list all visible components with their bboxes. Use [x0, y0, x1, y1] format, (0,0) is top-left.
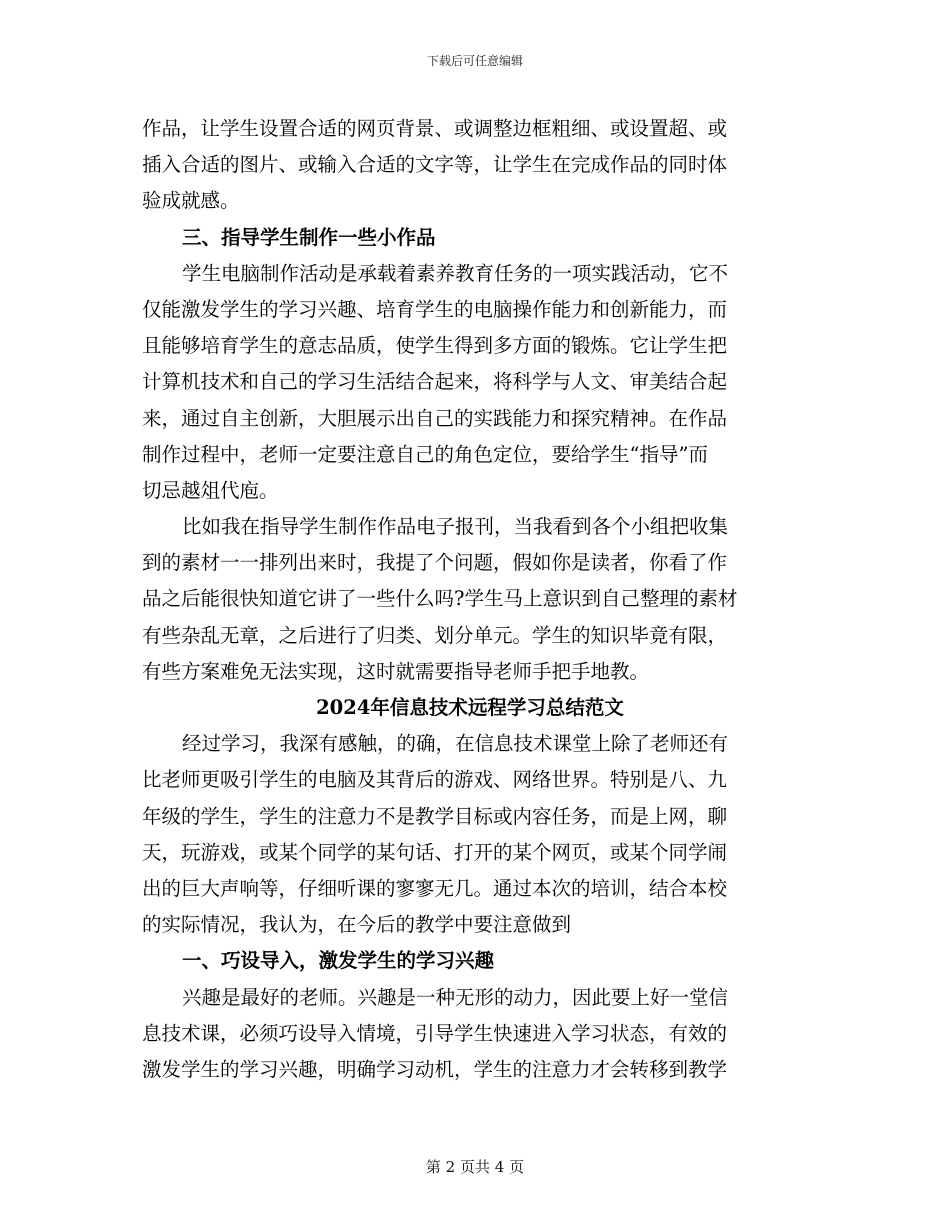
body-line: 息技术课，必须巧设导入情境，引导学生快速进入学习状态，有效的 — [142, 1021, 728, 1045]
body-line: 到的素材一一排列出来时，我提了个问题，假如你是读者，你看了作 — [142, 551, 728, 575]
document-title: 2024年信息技术远程学习总结范文 — [316, 696, 624, 719]
document-body — [142, 111, 798, 1088]
body-line: 切忌越俎代庖。 — [142, 478, 279, 502]
body-line: 出的巨大声响等，仔细听课的寥寥无几。通过本次的培训，结合本校 — [142, 876, 728, 900]
body-line: 插入合适的图片、或输入合适的文字等，让学生在完成作品的同时体 — [142, 153, 728, 177]
body-line: 作品，让学生设置合适的网页背景、或调整边框粗细、或设置超、或 — [142, 117, 728, 140]
body-line: 天，玩游戏，或某个同学的某句话、打开的某个网页，或某个同学闹 — [142, 840, 728, 864]
body-line: 比老师更吸引学生的电脑及其背后的游戏、网络世界。特别是八、九 — [142, 768, 728, 792]
body-line: 仅能激发学生的学习兴趣、培育学生的电脑操作能力和创新能力，而 — [142, 297, 728, 321]
paragraph-first-line: 兴趣是最好的老师。兴趣是一种无形的动力，因此要上好一堂信 — [182, 985, 729, 1009]
body-line: 有些杂乱无章，之后进行了归类、划分单元。学生的知识毕竟有限， — [142, 623, 728, 647]
page-header: 下载后可任意编辑 — [426, 54, 523, 68]
paragraph-first-line: 经过学习，我深有感触，的确，在信息技术课堂上除了老师还有 — [182, 732, 729, 756]
paragraph-first-line: 比如我在指导学生制作作品电子报刊，当我看到各个小组把收集 — [182, 515, 729, 539]
body-line: 激发学生的学习兴趣，明确学习动机，学生的注意力才会转移到教学 — [142, 1057, 728, 1081]
section-heading: 一、巧设导入，激发学生的学习兴趣 — [182, 949, 495, 973]
body-line: 有些方案难免无法实现，这时就需要指导老师手把手地教。 — [142, 659, 650, 683]
body-line: 年级的学生，学生的注意力不是教学目标或内容任务，而是上网，聊 — [142, 804, 728, 828]
body-line: 品之后能很快知道它讲了一些什么吗?学生马上意识到自己整理的素材 — [142, 587, 738, 611]
page-footer: 第 2 页共 4 页 — [425, 1158, 525, 1176]
body-line: 验成就感。 — [142, 189, 240, 213]
body-line: 计算机技术和自己的学习生活结合起来，将科学与人文、审美结合起 — [142, 370, 728, 394]
body-line: 的实际情况，我认为，在今后的教学中要注意做到 — [142, 913, 572, 937]
paragraph-first-line: 学生电脑制作活动是承载着素养教育任务的一项实践活动，它不 — [182, 261, 729, 285]
body-line: 制作过程中，老师一定要注意自己的角色定位，要给学生“指导”而 — [142, 442, 708, 466]
body-line: 来，通过自主创新，大胆展示出自己的实践能力和探究精神。在作品 — [142, 406, 728, 430]
body-line: 且能够培育学生的意志品质，使学生得到多方面的锻炼。它让学生把 — [142, 334, 728, 358]
section-heading: 三、指导学生制作一些小作品 — [182, 225, 436, 249]
